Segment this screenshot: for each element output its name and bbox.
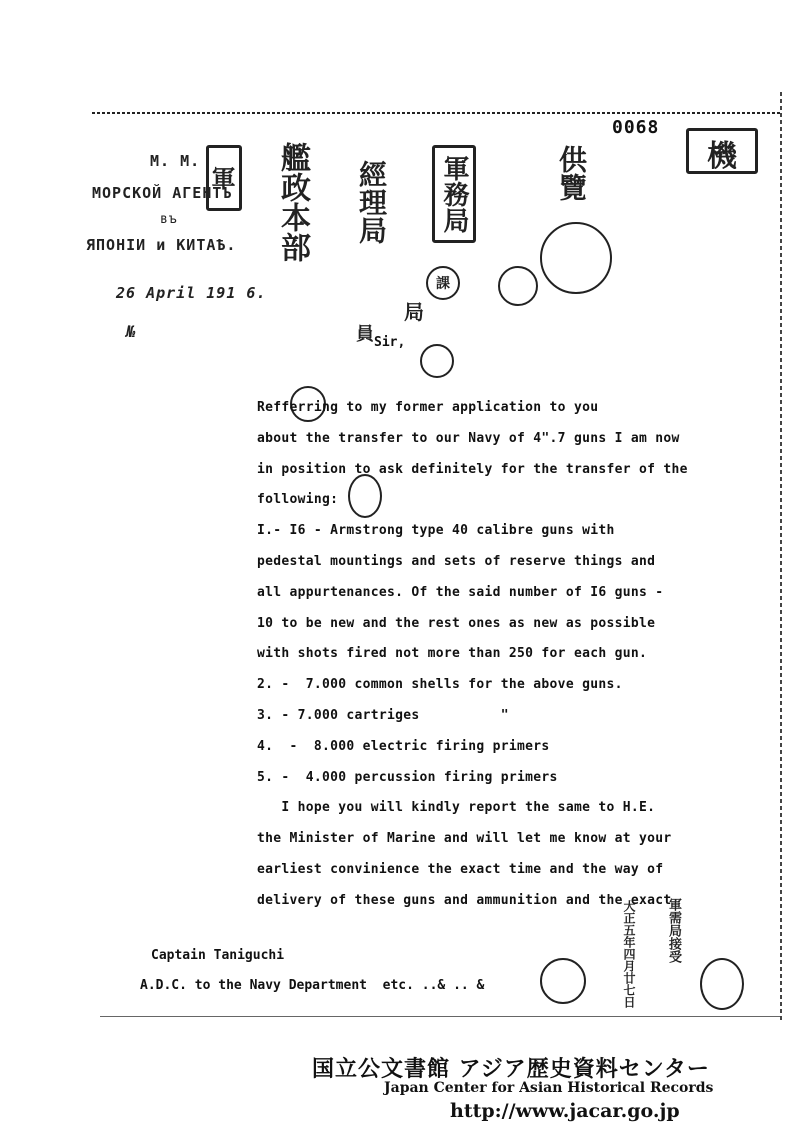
addressee-position: A.D.C. to the Navy Department etc. ..& .. & — [140, 978, 485, 993]
letter-number-label: № — [126, 322, 137, 341]
body-line: earliest convinience the exact time and the way of — [257, 861, 664, 877]
addressee-name: Captain Taniguchi — [151, 948, 285, 963]
body-line: about the transfer to our Navy of 4".7 guns I am now — [257, 430, 680, 446]
body-line: following: — [257, 492, 339, 508]
body-line: with shots fired not more than 250 for each gun. — [257, 646, 648, 662]
body-line: 5. - 4.000 percussion firing primers — [257, 769, 558, 785]
archive-name-english: Japan Center for Asian Historical Records — [384, 1080, 714, 1096]
document-number: 0068 — [612, 117, 660, 138]
ship-office-stamp: 艦政本部 — [275, 142, 310, 262]
body-line: 10 to be new and the rest ones as new as possible — [257, 615, 656, 631]
bureau-chief-stamp: 局 — [404, 300, 424, 324]
date-seal-bottom — [540, 958, 586, 1004]
letterhead-preposition: въ — [160, 212, 178, 227]
body-line: 2. - 7.000 common shells for the above guns. — [257, 677, 623, 693]
page-frame-right — [780, 92, 782, 1022]
page-frame-bottom — [100, 1016, 780, 1017]
body-line: I.- I6 - Armstrong type 40 calibre guns with — [257, 523, 615, 539]
body-line: delivery of these guns and ammunition and the exact — [257, 892, 672, 908]
body-line: in position to ask definitely for the transfer of the — [257, 461, 688, 477]
circular-seal — [540, 222, 612, 294]
seal-bottom-right — [700, 958, 744, 1010]
accounts-bureau-stamp: 經理局 — [355, 160, 388, 244]
page-frame-top — [92, 112, 782, 114]
body-line: all appurtenances. Of the said number of I6 guns - — [257, 584, 664, 600]
letterhead-initials: М. М. — [150, 152, 201, 170]
letter-body — [257, 393, 747, 917]
received-stamp: 軍需局接受 — [666, 898, 681, 963]
body-line: I hope you will kindly report the same to H.E. — [257, 800, 656, 816]
archive-url[interactable]: http://www.jacar.go.jp — [450, 1100, 680, 1122]
letterhead-title: МОРСКОЙ АГЕНТЪ — [92, 184, 233, 202]
member-stamp: 員 — [356, 324, 374, 345]
military-affairs-stamp: 軍務局 — [432, 145, 476, 243]
body-line: 3. - 7.000 cartriges " — [257, 707, 509, 723]
supply-stamp: 供覽 — [555, 145, 588, 201]
body-line: Refferring to my former application to you — [257, 400, 599, 415]
archive-name-japanese: 国立公文書館 アジア歴史資料センター — [312, 1057, 710, 1082]
body-line: 4. - 8.000 electric firing primers — [257, 738, 550, 754]
gun-seal-stamp: 軍 — [206, 145, 242, 211]
body-line: the Minister of Marine and will let me know at your — [257, 831, 672, 847]
confidential-stamp: 機 — [686, 128, 758, 174]
member-seal — [420, 344, 454, 378]
round-seal-right — [498, 266, 538, 306]
salutation: Sir, — [374, 335, 406, 350]
letter-date: 26 April 191 6. — [116, 284, 267, 302]
section-seal: 課 — [426, 266, 460, 300]
received-date-stamp: 大正五年四月廿七日 — [622, 900, 636, 1008]
body-line: pedestal mountings and sets of reserve things and — [257, 553, 656, 569]
letterhead-location: ЯПОНІИ и КИТАѢ. — [86, 236, 237, 254]
